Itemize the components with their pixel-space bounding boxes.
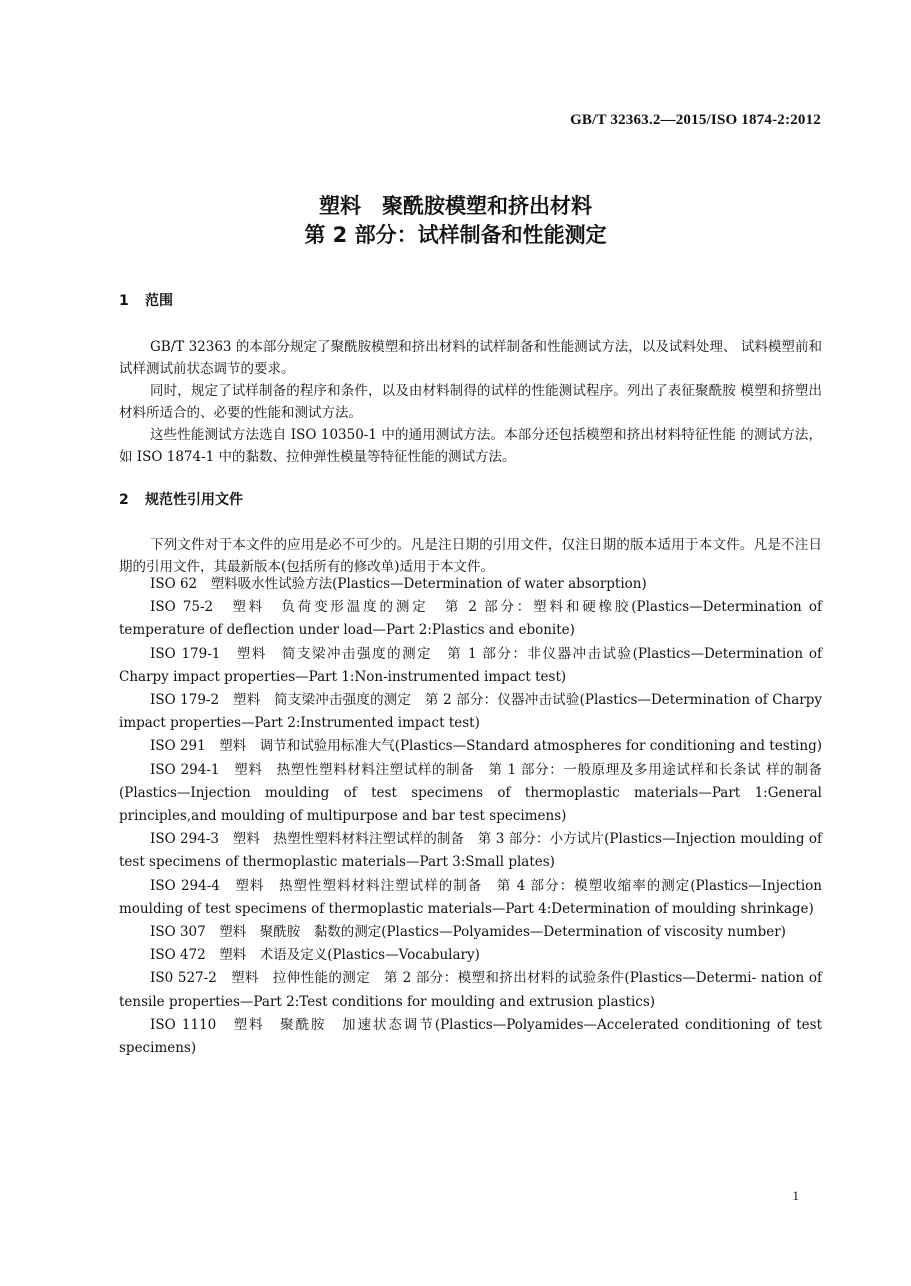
section-heading-scope bbox=[119, 290, 173, 310]
reference-item: ISO 179-1 塑料 简支梁冲击强度的测定 第 1 部分：非仪器冲击试验(Plastics—Determination of Charpy impact properties—Part 1:Non-instrumented impact test) bbox=[119, 645, 822, 685]
section-title: 范围 bbox=[145, 293, 173, 309]
references-intro bbox=[119, 534, 822, 578]
paragraph: 这些性能测试方法选自 ISO 10350-1 中的通用测试方法。本部分还包括模塑和挤出材料特征性能 的测试方法，如 ISO 1874-1 中的黏数、拉伸弹性模量等特征性能的测试方法。 bbox=[119, 427, 822, 465]
page-number: 1 bbox=[792, 1188, 799, 1203]
scope-content bbox=[119, 336, 822, 468]
section-title: 规范性引用文件 bbox=[145, 492, 243, 508]
reference-item: ISO 179-2 塑料 简支梁冲击强度的测定 第 2 部分：仪器冲击试验(Plastics—Determination of Charpy impact properties—Part 2:Instrumented impact test) bbox=[119, 692, 822, 732]
standard-code: GB/T 32363.2—2015/ISO 1874-2:2012 bbox=[570, 112, 821, 128]
reference-item: ISO 294-3 塑料 热塑性塑料材料注塑试样的制备 第 3 部分：小方试片(Plastics—Injection moulding of test specimens of thermoplastic materials—Part 3:Small plates) bbox=[119, 831, 822, 871]
reference-item: ISO 307 塑料 聚酰胺 黏数的测定(Plastics—Polyamides—Determination of viscosity number) bbox=[150, 924, 786, 941]
reference-item: IS0 527-2 塑料 拉伸性能的测定 第 2 部分：模塑和挤出材料的试验条件(Plastics—Determi- nation of tensile properties—Part 2:Test conditions for moulding and extrusion plastics) bbox=[119, 970, 822, 1010]
reference-item: ISO 62 塑料吸水性试验方法(Plastics—Determination of water absorption) bbox=[150, 576, 647, 592]
section-heading-normative-references bbox=[119, 489, 243, 509]
reference-item: ISO 294-4 塑料 热塑性塑料材料注塑试样的制备 第 4 部分：模塑收缩率的测定(Plastics—Injection moulding of test specimens of thermoplastic materials—Part 4:Determination of moulding shrinkage) bbox=[119, 877, 822, 917]
document-title-line2: 第 2 部分：试样制备和性能测定 bbox=[304, 223, 607, 247]
section-number: 2 bbox=[119, 492, 129, 508]
paragraph: GB/T 32363 的本部分规定了聚酰胺模塑和挤出材料的试样制备和性能测试方法，以及试料处理、 试料模塑前和试样测试前状态调节的要求。 bbox=[119, 339, 822, 377]
document-title-line1: 塑料 聚酰胺模塑和挤出材料 bbox=[319, 194, 592, 218]
paragraph: 下列文件对于本文件的应用是必不可少的。凡是注日期的引用文件，仅注日期的版本适用于本文件。凡是不注日期的引用文件，其最新版本(包括所有的修改单)适用于本文件。 bbox=[119, 537, 822, 575]
reference-item: ISO 291 塑料 调节和试验用标准大气(Plastics—Standard atmospheres for conditioning and testing) bbox=[150, 738, 822, 755]
paragraph: 同时，规定了试样制备的程序和条件，以及由材料制得的试样的性能测试程序。列出了表征聚酰胺 模塑和挤塑出材料所适合的、必要的性能和测试方法。 bbox=[119, 383, 822, 421]
reference-item: ISO 1110 塑料 聚酰胺 加速状态调节(Plastics—Polyamides—Accelerated conditioning of test specimens) bbox=[119, 1016, 822, 1057]
reference-item: ISO 75-2 塑料 负荷变形温度的测定 第 2 部分：塑料和硬橡胶(Plastics—Determination of temperature of deflection under load—Part 2:Plastics and ebonite) bbox=[119, 599, 822, 639]
reference-item: ISO 472 塑料 术语及定义(Plastics—Vocabulary) bbox=[150, 947, 480, 964]
section-number: 1 bbox=[119, 293, 129, 309]
reference-list bbox=[119, 573, 822, 1060]
reference-item: ISO 294-1 塑料 热塑性塑料材料注塑试样的制备 第 1 部分：一般原理及多用途试样和长条试 样的制备(Plastics—Injection moulding of test specimens of thermoplastic materials—Part 1:General principles,and moulding of multipurpose and bar test specimens) bbox=[119, 761, 822, 825]
